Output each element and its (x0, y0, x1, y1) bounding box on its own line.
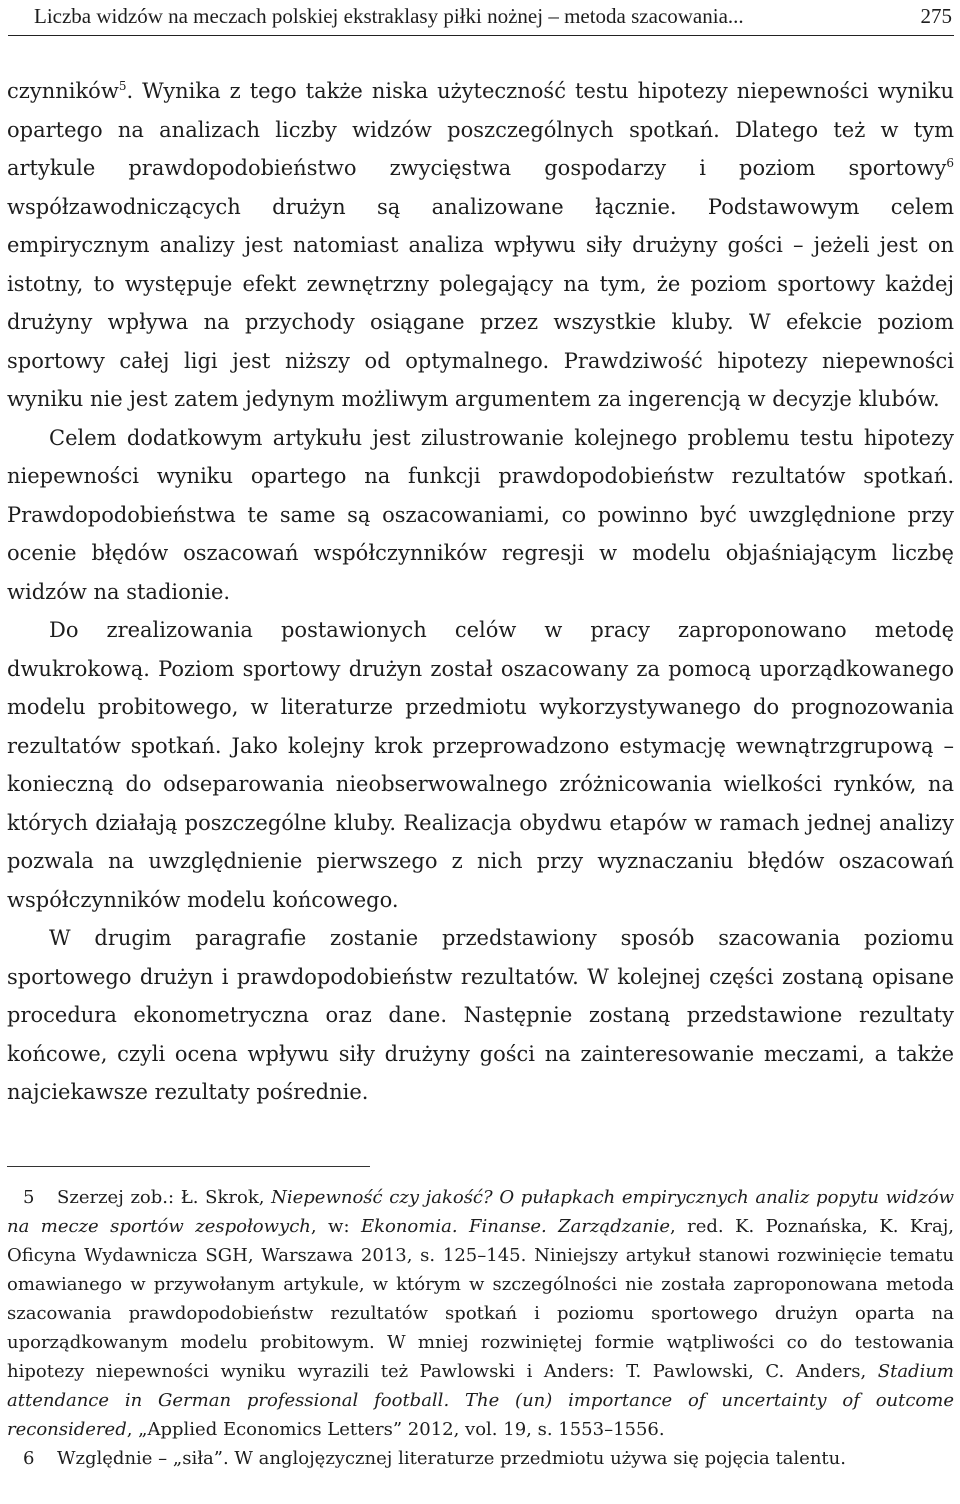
paragraph-1-part-a: czynników (7, 79, 119, 103)
footnote-6-text: Względnie – „siła”. W anglojęzycznej literaturze przedmiotu używa się pojęcia talentu. (57, 1448, 846, 1469)
footnote-5-text-1: Szerzej zob.: Ł. Skrok, (57, 1187, 272, 1208)
footnote-divider (7, 1166, 370, 1167)
footnote-5-italic-2: Ekonomia. Finanse. Zarządzanie (360, 1216, 670, 1237)
paragraph-1-part-b: . Wynika z tego także niska użyteczność testu hipotezy niepewności wyniku opartego na analizach liczby widzów poszczególnych spotkań. Dlatego też w tym artykule prawdopodobieństwo zwycięstwa gospodarzy i poziom sportowy (7, 79, 954, 180)
running-head-title: Liczba widzów na meczach polskiej ekstraklasy piłki nożnej – metoda szacowania... (34, 4, 744, 28)
footnote-5 (7, 1183, 954, 1444)
footnote-5-italic-3: Stadium attendance in German professional football. The (un) importance of uncertainty of outcome reconsidered (7, 1361, 954, 1440)
paragraph-1-part-c: współzawodniczących drużyn są analizowane łącznie. Podstawowym celem empirycznym analizy jest natomiast analiza wpływu siły drużyny gości – jeżeli jest on istotny, to występuje efekt zewnętrzny polegający na tym, że poziom sportowy każdej drużyny wpływa na przychody osiągane przez wszystkie kluby. W efekcie poziom sportowy całej ligi jest niższy od optymalnego. Prawdziwość hipotezy niepewności wyniku nie jest zatem jedynym możliwym argumentem za ingerencją w decyzje klubów. (7, 194, 954, 411)
footnote-5-text-4: , „Applied Economics Letters” 2012, vol. 19, s. 1553–1556. (126, 1419, 665, 1440)
footnote-ref-5[interactable]: 5 (118, 79, 127, 93)
footnote-5-italic-1: Niepewność czy jakość? O pułapkach empirycznych analiz popytu widzów na mecze sportów zespołowych (7, 1187, 954, 1237)
footnote-5-mark: 5 (23, 1187, 35, 1208)
paragraph-2: Celem dodatkowym artykułu jest zilustrowanie kolejnego problemu testu hipotezy niepewności wyniku opartego na funkcji prawdopodobieństw rezultatów spotkań. Prawdopodobieństwa te same są oszacowaniami, co powinno być uwzględnione przy ocenie błędów oszacowań współczynników regresji w modelu objaśniającym liczbę widzów na stadionie. (7, 425, 954, 604)
footnotes (7, 1183, 954, 1473)
page-number: 275 (920, 4, 952, 28)
paragraph-3: Do zrealizowania postawionych celów w pracy zaproponowano metodę dwukrokową. Poziom sportowy drużyn został oszacowany za pomocą uporządkowanego modelu probitowego, w literaturze przedmiotu wykorzystywanego do prognozowania rezultatów spotkań. Jako kolejny krok przeprowadzono estymację wewnątrzgrupową – konieczną do odseparowania nieobserwowalnego zróżnicowania wielkości rynków, na których działają poszczególne kluby. Realizacja obydwu etapów w ramach jednej analizy pozwala na uwzględnienie pierwszego z nich przy wyznaczaniu błędów oszacowań współczynników modelu końcowego. (7, 618, 954, 912)
footnote-ref-6[interactable]: 6 (946, 156, 954, 170)
footnote-5-text-3: , red. K. Poznańska, K. Kraj, Oficyna Wydawnicza SGH, Warszawa 2013, s. 125–145. Niniejszy artykuł stanowi rozwinięcie tematu omawianego w przywołanym artykule, w którym w szczególności nie została zaproponowana metoda szacowania prawdopodobieństw rezultatów spotkań i poziomu sportowego drużyn oparta na uporządkowanym modelu probitowym. W mniej rozwiniętej formie wątpliwości co do testowania hipotezy niepewności wyniku wyrazili też Pawlowski i Anders: T. Pawlowski, C. Anders, (7, 1216, 954, 1382)
footnote-5-text-2: , w: (310, 1216, 361, 1237)
paragraph-4: W drugim paragrafie zostanie przedstawiony sposób szacowania poziomu sportowego drużyn i prawdopodobieństw rezultatów. W kolejnej części zostaną opisane procedura ekonometryczna oraz dane. Następnie zostaną przedstawione rezultaty końcowe, czyli ocena wpływu siły drużyny gości na zainteresowanie meczami, a także najciekawsze rezultaty pośrednie. (7, 926, 954, 1104)
footnote-6 (7, 1444, 954, 1473)
main-text (7, 72, 954, 1112)
running-head (8, 1, 954, 36)
footnote-6-mark: 6 (23, 1448, 35, 1469)
paragraph-1 (7, 72, 954, 419)
